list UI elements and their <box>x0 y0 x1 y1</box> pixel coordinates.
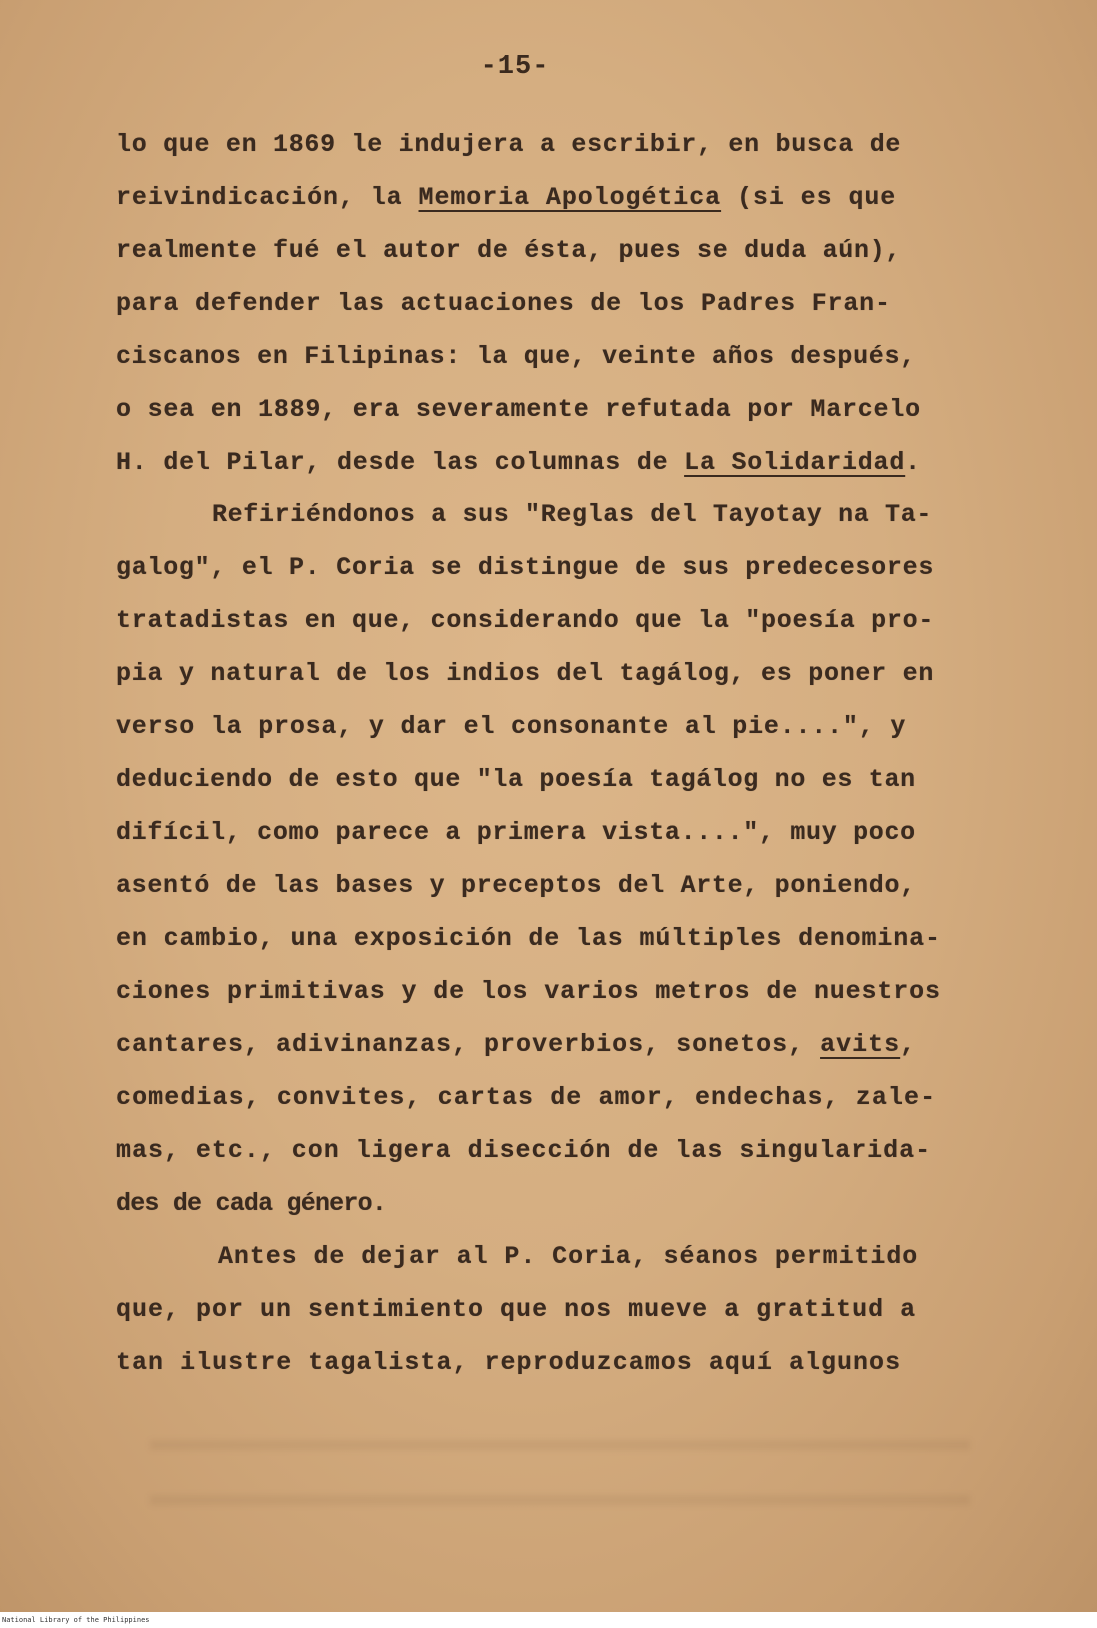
text-segment: tan ilustre tagalista, reproduzcamos aquí algunos <box>116 1348 902 1377</box>
text-segment: , <box>900 1030 917 1059</box>
text-line <box>116 924 941 953</box>
text-segment: Antes de dejar al P. Coria, séanos permitido <box>218 1242 919 1271</box>
text-line <box>116 659 934 688</box>
text-segment: . <box>905 448 921 477</box>
text-segment: realmente fué el autor de ésta, pues se duda aún), <box>116 236 902 265</box>
text-line <box>116 977 941 1006</box>
page-number: -15- <box>480 52 550 82</box>
underlined-title: La Solidaridad <box>684 448 906 477</box>
text-line <box>116 712 906 741</box>
text-segment: deduciendo de esto que "la poesía tagálog no es tan <box>116 765 916 794</box>
text-line <box>116 1189 386 1218</box>
text-line <box>116 606 934 635</box>
text-segment: lo que en 1869 le indujera a escribir, en busca de <box>116 130 902 159</box>
text-segment: o sea en 1889, era severamente refutada por Marcelo <box>116 395 921 424</box>
text-line <box>116 1083 936 1112</box>
text-line <box>116 1030 916 1059</box>
underlined-title: Memoria Apologética <box>418 183 722 212</box>
text-segment: tratadistas en que, considerando que la "poesía pro- <box>116 606 935 635</box>
text-segment: en cambio, una exposición de las múltiples denomina- <box>116 924 941 953</box>
text-line <box>116 1136 931 1165</box>
footer-bar <box>0 1612 1097 1628</box>
text-segment: asentó de las bases y preceptos del Arte, poniendo, <box>116 871 916 900</box>
text-line <box>116 395 921 424</box>
text-segment: des de cada género. <box>116 1189 387 1218</box>
text-segment: verso la prosa, y dar el consonante al pie....", y <box>116 712 907 741</box>
text-line <box>116 183 896 212</box>
text-line <box>116 1295 916 1324</box>
text-segment: mas, etc., con ligera disección de las singularida- <box>116 1136 932 1165</box>
text-segment: difícil, como parece a primera vista....", muy poco <box>116 818 916 847</box>
underlined-title: avits <box>820 1030 901 1059</box>
text-line <box>116 289 891 318</box>
text-segment: comedias, convites, cartas de amor, endechas, zale- <box>116 1083 937 1112</box>
text-segment: reivindicación, la <box>116 183 419 212</box>
text-line <box>116 765 916 794</box>
text-segment: (si es que <box>721 183 897 212</box>
text-line <box>116 448 921 477</box>
text-segment: H. del Pilar, desde las columnas de <box>116 448 685 477</box>
text-line <box>212 500 932 529</box>
text-segment: cantares, adivinanzas, proverbios, sonetos, <box>116 1030 821 1059</box>
text-segment: galog", el P. Coria se distingue de sus predecesores <box>116 553 935 582</box>
text-segment: que, por un sentimiento que nos mueve a gratitud a <box>116 1295 917 1324</box>
text-segment: Refiriéndonos a sus "Reglas del Tayotay na Ta- <box>212 500 933 529</box>
text-line <box>116 130 901 159</box>
text-line <box>116 818 916 847</box>
bleed-through-shadow <box>150 1440 970 1550</box>
text-line <box>116 553 934 582</box>
text-line <box>116 871 916 900</box>
footer-credit: National Library of the Philippines <box>2 1616 150 1624</box>
text-segment: para defender las actuaciones de los Padres Fran- <box>116 289 891 318</box>
text-line <box>116 342 916 371</box>
text-segment: ciones primitivas y de los varios metros de nuestros <box>116 977 941 1006</box>
text-line <box>218 1242 918 1271</box>
text-line <box>116 236 901 265</box>
text-line <box>116 1348 901 1377</box>
text-segment: ciscanos en Filipinas: la que, veinte años después, <box>116 342 916 371</box>
text-segment: pia y natural de los indios del tagálog, es poner en <box>116 659 935 688</box>
